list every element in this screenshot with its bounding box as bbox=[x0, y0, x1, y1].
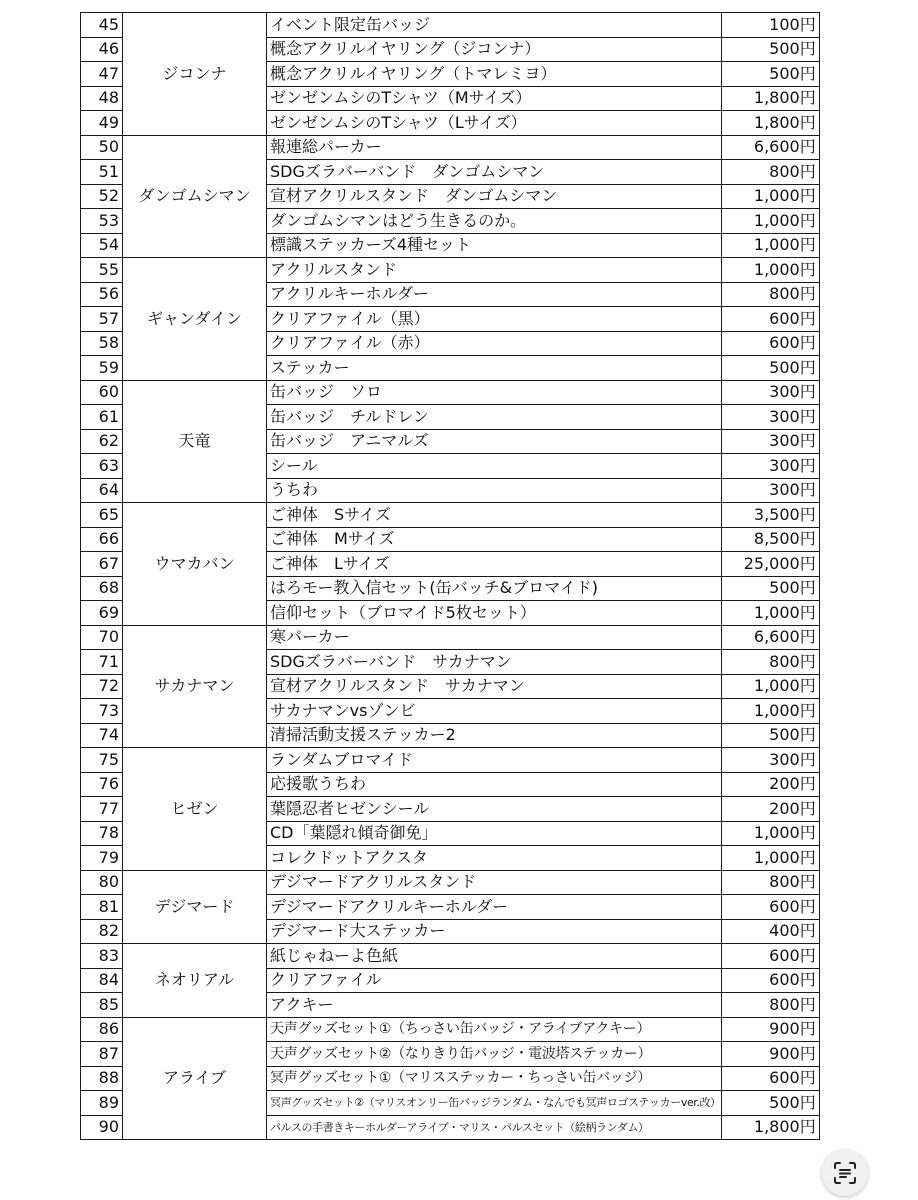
item-name: アクリルスタンド bbox=[267, 258, 722, 283]
group-name: ヒゼン bbox=[123, 748, 267, 871]
table-row bbox=[81, 870, 820, 895]
item-name: ゼンゼンムシのTシャツ（Mサイズ） bbox=[267, 86, 722, 111]
item-name: SDGズラバーバンド サカナマン bbox=[267, 650, 722, 675]
item-name: 標識ステッカーズ4種セット bbox=[267, 233, 722, 258]
item-price: 1,800円 bbox=[721, 111, 819, 136]
item-number: 53 bbox=[81, 209, 123, 234]
item-name: ご神体 Sサイズ bbox=[267, 503, 722, 528]
item-price: 200円 bbox=[721, 797, 819, 822]
item-name: コレクドットアクスタ bbox=[267, 846, 722, 871]
item-name: 清掃活動支援ステッカー2 bbox=[267, 723, 722, 748]
item-price: 1,000円 bbox=[721, 601, 819, 626]
item-name: 葉隠忍者ヒゼンシール bbox=[267, 797, 722, 822]
item-name: うちわ bbox=[267, 478, 722, 503]
item-number: 77 bbox=[81, 797, 123, 822]
item-number: 88 bbox=[81, 1066, 123, 1091]
item-number: 45 bbox=[81, 13, 123, 38]
item-name: 寒パーカー bbox=[267, 625, 722, 650]
item-number: 84 bbox=[81, 968, 123, 993]
table-row bbox=[81, 258, 820, 283]
item-name: サカナマンvsゾンビ bbox=[267, 699, 722, 724]
table-row bbox=[81, 503, 820, 528]
item-name: 缶バッジ チルドレン bbox=[267, 405, 722, 430]
item-price: 3,500円 bbox=[721, 503, 819, 528]
item-name: 缶バッジ アニマルズ bbox=[267, 429, 722, 454]
item-name: 缶バッジ ソロ bbox=[267, 380, 722, 405]
item-price: 900円 bbox=[721, 1017, 819, 1042]
item-price: 600円 bbox=[721, 968, 819, 993]
group-name: ウマカバン bbox=[123, 503, 267, 626]
item-name: パルスの手書きキーホルダーアライブ・マリス・パルスセット（絵柄ランダム） bbox=[267, 1115, 722, 1140]
table-row bbox=[81, 380, 820, 405]
item-number: 73 bbox=[81, 699, 123, 724]
item-number: 68 bbox=[81, 576, 123, 601]
item-price: 600円 bbox=[721, 331, 819, 356]
item-number: 62 bbox=[81, 429, 123, 454]
item-price: 300円 bbox=[721, 405, 819, 430]
item-price: 300円 bbox=[721, 454, 819, 479]
item-name: クリアファイル（黒） bbox=[267, 307, 722, 332]
item-name: ダンゴムシマンはどう生きるのか。 bbox=[267, 209, 722, 234]
item-price: 300円 bbox=[721, 748, 819, 773]
item-name: ステッカー bbox=[267, 356, 722, 381]
item-number: 70 bbox=[81, 625, 123, 650]
item-price: 800円 bbox=[721, 650, 819, 675]
item-number: 79 bbox=[81, 846, 123, 871]
item-name: SDGズラバーバンド ダンゴムシマン bbox=[267, 160, 722, 185]
item-price: 1,000円 bbox=[721, 184, 819, 209]
item-number: 48 bbox=[81, 86, 123, 111]
item-number: 82 bbox=[81, 919, 123, 944]
item-price: 600円 bbox=[721, 1066, 819, 1091]
item-name: デジマードアクリルスタンド bbox=[267, 870, 722, 895]
group-name: アライブ bbox=[123, 1017, 267, 1140]
goods-table-body bbox=[81, 13, 820, 1140]
item-price: 500円 bbox=[721, 37, 819, 62]
item-number: 66 bbox=[81, 527, 123, 552]
item-number: 71 bbox=[81, 650, 123, 675]
item-number: 74 bbox=[81, 723, 123, 748]
item-name: 報連総パーカー bbox=[267, 135, 722, 160]
item-name: 宣材アクリルスタンド ダンゴムシマン bbox=[267, 184, 722, 209]
item-name: ゼンゼンムシのTシャツ（Lサイズ） bbox=[267, 111, 722, 136]
item-price: 600円 bbox=[721, 895, 819, 920]
item-number: 76 bbox=[81, 772, 123, 797]
item-number: 69 bbox=[81, 601, 123, 626]
item-number: 85 bbox=[81, 993, 123, 1018]
item-price: 1,000円 bbox=[721, 674, 819, 699]
item-name: はろモー教入信セット(缶バッチ&ブロマイド) bbox=[267, 576, 722, 601]
table-row bbox=[81, 748, 820, 773]
item-price: 600円 bbox=[721, 944, 819, 969]
item-number: 86 bbox=[81, 1017, 123, 1042]
item-number: 47 bbox=[81, 62, 123, 87]
item-price: 1,000円 bbox=[721, 846, 819, 871]
item-name: シール bbox=[267, 454, 722, 479]
group-name: ネオリアル bbox=[123, 944, 267, 1018]
item-price: 400円 bbox=[721, 919, 819, 944]
item-price: 1,000円 bbox=[721, 821, 819, 846]
item-name: 信仰セット（ブロマイド5枚セット） bbox=[267, 601, 722, 626]
item-number: 80 bbox=[81, 870, 123, 895]
item-price: 1,000円 bbox=[721, 258, 819, 283]
table-row bbox=[81, 135, 820, 160]
item-price: 500円 bbox=[721, 723, 819, 748]
item-number: 49 bbox=[81, 111, 123, 136]
item-number: 54 bbox=[81, 233, 123, 258]
item-number: 65 bbox=[81, 503, 123, 528]
group-name: ジコンナ bbox=[123, 13, 267, 136]
item-price: 25,000円 bbox=[721, 552, 819, 577]
item-number: 81 bbox=[81, 895, 123, 920]
item-name: 応援歌うちわ bbox=[267, 772, 722, 797]
item-number: 51 bbox=[81, 160, 123, 185]
item-price: 200円 bbox=[721, 772, 819, 797]
item-name: CD「葉隠れ傾奇御免」 bbox=[267, 821, 722, 846]
item-name: ご神体 Lサイズ bbox=[267, 552, 722, 577]
item-name: 宣材アクリルスタンド サカナマン bbox=[267, 674, 722, 699]
item-name: クリアファイル bbox=[267, 968, 722, 993]
item-price: 300円 bbox=[721, 478, 819, 503]
item-price: 800円 bbox=[721, 870, 819, 895]
text-scan-icon bbox=[833, 1161, 857, 1185]
item-price: 8,500円 bbox=[721, 527, 819, 552]
item-name: デジマードアクリルキーホルダー bbox=[267, 895, 722, 920]
item-price: 500円 bbox=[721, 1091, 819, 1116]
item-name: アクリルキーホルダー bbox=[267, 282, 722, 307]
goods-price-table bbox=[80, 12, 820, 1140]
item-number: 87 bbox=[81, 1042, 123, 1067]
item-number: 63 bbox=[81, 454, 123, 479]
item-price: 800円 bbox=[721, 993, 819, 1018]
item-number: 50 bbox=[81, 135, 123, 160]
item-number: 58 bbox=[81, 331, 123, 356]
item-number: 78 bbox=[81, 821, 123, 846]
group-name: デジマード bbox=[123, 870, 267, 944]
item-price: 500円 bbox=[721, 62, 819, 87]
item-number: 56 bbox=[81, 282, 123, 307]
item-number: 72 bbox=[81, 674, 123, 699]
item-name: 冥声グッズセット②（マリスオンリー缶バッジランダム・なんでも冥声ロゴステッカーver.改） bbox=[267, 1091, 722, 1116]
group-name: ギャンダイン bbox=[123, 258, 267, 381]
item-price: 500円 bbox=[721, 356, 819, 381]
item-number: 46 bbox=[81, 37, 123, 62]
item-name: クリアファイル（赤） bbox=[267, 331, 722, 356]
item-number: 52 bbox=[81, 184, 123, 209]
table-row bbox=[81, 625, 820, 650]
item-number: 61 bbox=[81, 405, 123, 430]
item-price: 900円 bbox=[721, 1042, 819, 1067]
item-number: 83 bbox=[81, 944, 123, 969]
item-name: ご神体 Mサイズ bbox=[267, 527, 722, 552]
item-name: ランダムブロマイド bbox=[267, 748, 722, 773]
item-number: 89 bbox=[81, 1091, 123, 1116]
live-text-button[interactable] bbox=[822, 1150, 868, 1196]
item-name: 概念アクリルイヤリング（ジコンナ） bbox=[267, 37, 722, 62]
item-number: 60 bbox=[81, 380, 123, 405]
item-number: 59 bbox=[81, 356, 123, 381]
item-price: 1,800円 bbox=[721, 86, 819, 111]
group-name: サカナマン bbox=[123, 625, 267, 748]
item-name: イベント限定缶バッジ bbox=[267, 13, 722, 38]
item-price: 1,800円 bbox=[721, 1115, 819, 1140]
item-number: 67 bbox=[81, 552, 123, 577]
item-price: 600円 bbox=[721, 307, 819, 332]
item-number: 90 bbox=[81, 1115, 123, 1140]
item-name: 冥声グッズセット①（マリスステッカー・ちっさい缶バッジ） bbox=[267, 1066, 722, 1091]
item-name: 天声グッズセット①（ちっさい缶バッジ・アライブアクキー） bbox=[267, 1017, 722, 1042]
item-name: 概念アクリルイヤリング（トマレミヨ） bbox=[267, 62, 722, 87]
item-price: 1,000円 bbox=[721, 699, 819, 724]
item-price: 800円 bbox=[721, 160, 819, 185]
item-name: アクキー bbox=[267, 993, 722, 1018]
item-price: 100円 bbox=[721, 13, 819, 38]
group-name: ダンゴムシマン bbox=[123, 135, 267, 258]
table-row bbox=[81, 13, 820, 38]
table-row bbox=[81, 1017, 820, 1042]
item-name: デジマード大ステッカー bbox=[267, 919, 722, 944]
item-price: 300円 bbox=[721, 429, 819, 454]
item-number: 75 bbox=[81, 748, 123, 773]
table-row bbox=[81, 944, 820, 969]
item-price: 6,600円 bbox=[721, 625, 819, 650]
item-price: 1,000円 bbox=[721, 209, 819, 234]
item-price: 300円 bbox=[721, 380, 819, 405]
item-name: 紙じゃねーよ色紙 bbox=[267, 944, 722, 969]
item-price: 800円 bbox=[721, 282, 819, 307]
item-number: 64 bbox=[81, 478, 123, 503]
item-number: 55 bbox=[81, 258, 123, 283]
item-name: 天声グッズセット②（なりきり缶バッジ・電波塔ステッカー） bbox=[267, 1042, 722, 1067]
group-name: 天竜 bbox=[123, 380, 267, 503]
item-price: 6,600円 bbox=[721, 135, 819, 160]
item-price: 1,000円 bbox=[721, 233, 819, 258]
item-number: 57 bbox=[81, 307, 123, 332]
item-price: 500円 bbox=[721, 576, 819, 601]
